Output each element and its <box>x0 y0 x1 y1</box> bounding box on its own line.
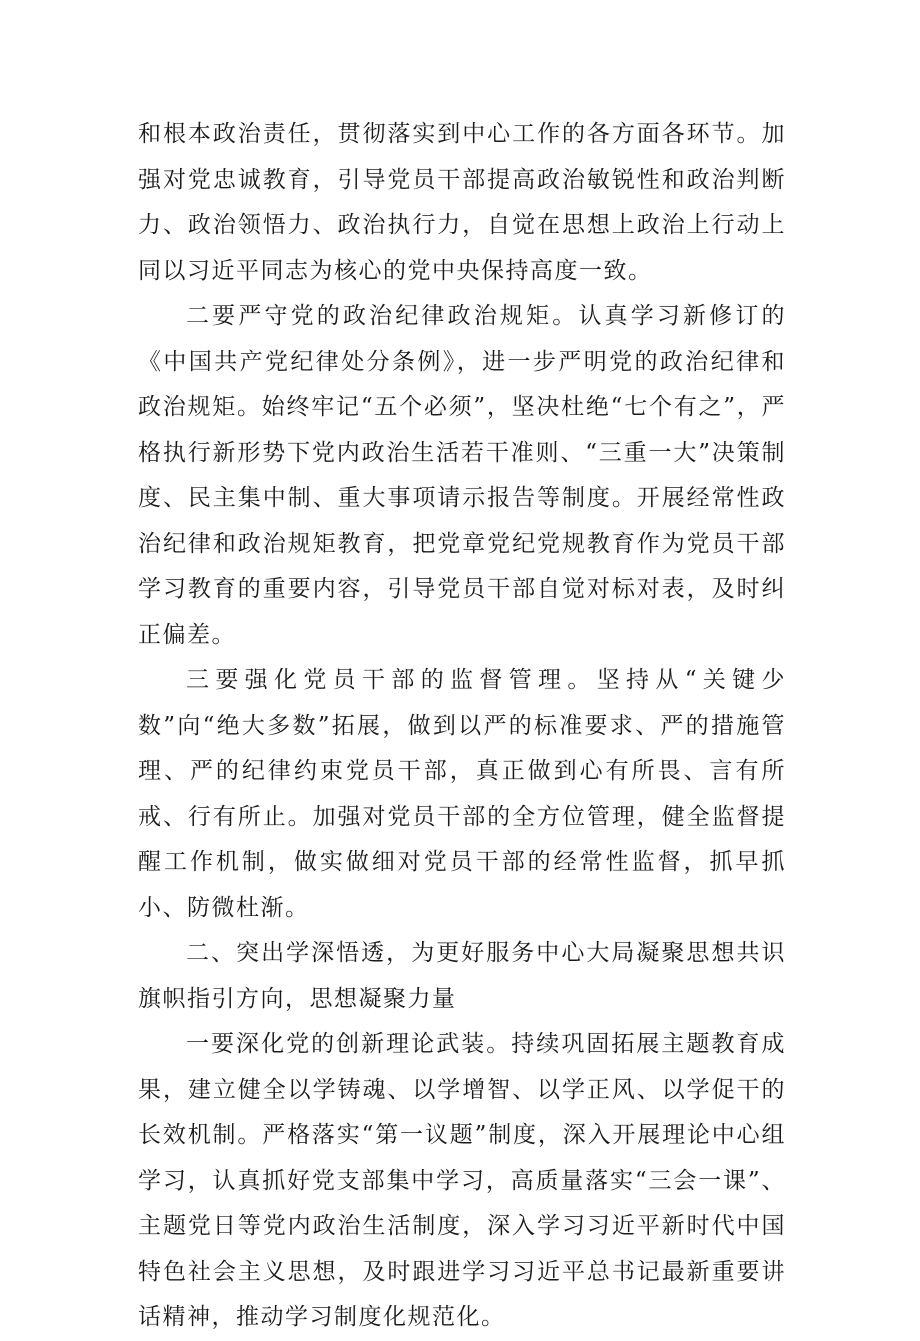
section-heading-study: 二、突出学深悟透，为更好服务中心大局凝聚思想共识旗帜指引方向，思想凝聚力量 <box>138 940 786 1012</box>
paragraph-supervision: 三要强化党员干部的监督管理。坚持从“关键少数”向“绝大多数”拓展，做到以严的标准要求、严的措施管理、严的纪律约束党员干部，真正做到心有所畏、言有所戒、行有所止。加强对党员干部的全方位管理，健全监督提醒工作机制，做实做细对党员干部的经常性监督，抓早抓小、防微杜渐。 <box>138 667 786 921</box>
document-body <box>138 112 786 1341</box>
paragraph-political-discipline: 二要严守党的政治纪律政治规矩。认真学习新修订的《中国共产党纪律处分条例》，进一步严明党的政治纪律和政治规矩。始终牢记“五个必须”，坚决杜绝“七个有之”，严格执行新形势下党内政治生活若干准则、“三重一大”决策制度、民主集中制、重大事项请示报告等制度。开展经常性政治纪律和政治规矩教育，把党章党纪党规教育作为党员干部学习教育的重要内容，引导党员干部自觉对标对表，及时纠正偏差。 <box>138 303 786 648</box>
paragraph-continuation: 和根本政治责任，贯彻落实到中心工作的各方面各环节。加强对党忠诚教育，引导党员干部提高政治敏锐性和政治判断力、政治领悟力、政治执行力，自觉在思想上政治上行动上同以习近平同志为核心的党中央保持高度一致。 <box>138 121 786 284</box>
paragraph-theory-arming: 一要深化党的创新理论武装。持续巩固拓展主题教育成果，建立健全以学铸魂、以学增智、以学正风、以学促干的长效机制。严格落实“第一议题”制度，深入开展理论中心组学习，认真抓好党支部集中学习，高质量落实“三会一课”、主题党日等党内政治生活制度，深入学习习近平新时代中国特色社会主义思想，及时跟进学习习近平总书记最新重要讲话精神，推动学习制度化规范化。 <box>138 1031 786 1330</box>
